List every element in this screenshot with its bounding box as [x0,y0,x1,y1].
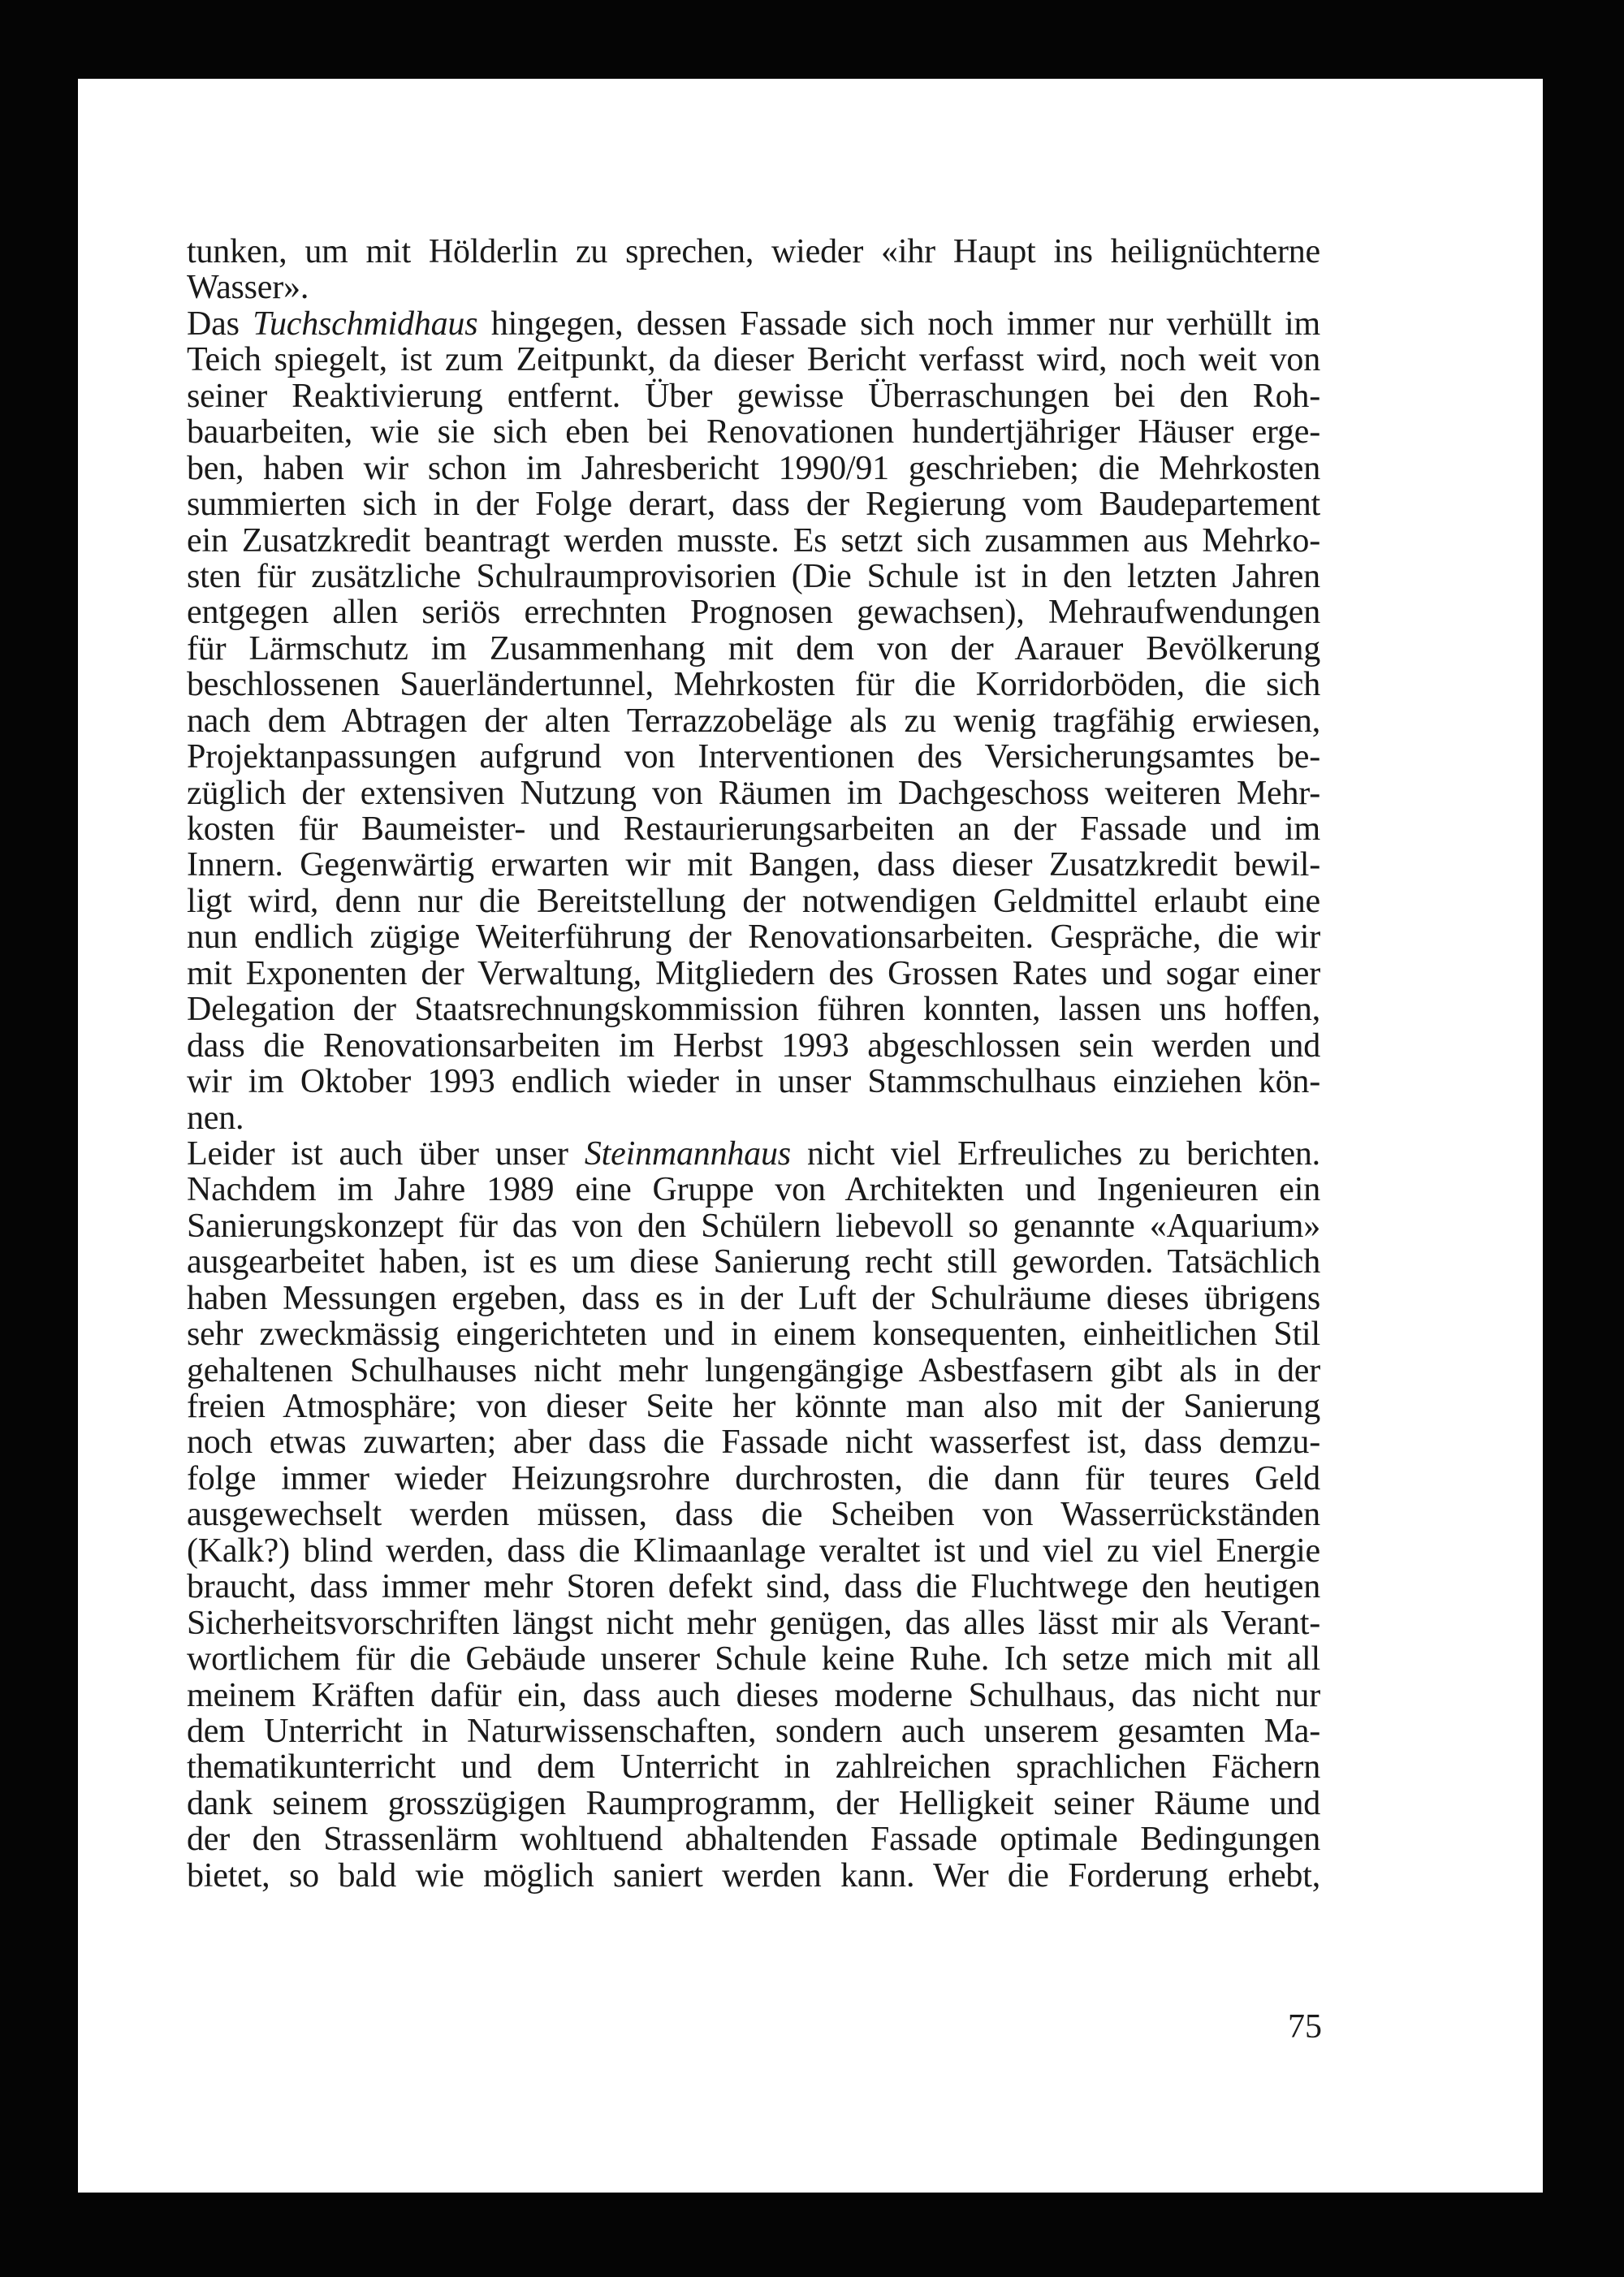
text-line: ein Zusatzkredit beantragt werden musste. Es setzt sich zusammen aus Mehrko- [187,521,1320,560]
text-line: wortlichem für die Gebäude unserer Schule keine Ruhe. Ich setze mich mit all [187,1640,1320,1679]
italic-building-name: Tuchschmidhaus [253,305,478,343]
text-line: dass die Renovationsarbeiten im Herbst 1993 abgeschlossen sein werden und [187,1026,1320,1065]
document-page [78,79,1543,2193]
text-line: beschlossenen Sauerländertunnel, Mehrkosten für die Korridorböden, die sich [187,666,1320,704]
text-line: ben, haben wir schon im Jahresbericht 1990/91 geschrieben; die Mehrkosten [187,449,1320,487]
text-line: sten für zusätzliche Schulraumprovisorien (Die Schule ist in den letzten Jahren [187,557,1320,595]
text-line: braucht, dass immer mehr Storen defekt sind, dass die Fluchtwege den heutigen [187,1568,1320,1606]
text-line: mit Exponenten der Verwaltung, Mitgliedern des Grossen Rates und sogar einer [187,954,1320,992]
text-line: bauarbeiten, wie sie sich eben bei Renovationen hundertjähriger Häuser erge- [187,413,1320,452]
text-line: Projektanpassungen aufgrund von Interventionen des Versicherungsamtes be- [187,738,1320,776]
text-line: Sicherheitsvorschriften längst nicht mehr genügen, das alles lässt mir als Verant- [187,1604,1320,1642]
text-line: summierten sich in der Folge derart, dass der Regierung vom Baudepartement [187,486,1320,524]
text-line: ligt wird, denn nur die Bereitstellung der notwendigen Geldmittel erlaubt eine [187,882,1320,920]
text-line: haben Messungen ergeben, dass es in der Luft der Schulräume dieses übrigens [187,1279,1320,1317]
text-line: Delegation der Staatsrechnungskommission führen konnten, lassen uns hoffen, [187,991,1320,1029]
text-line: ausgewechselt werden müssen, dass die Scheiben von Wasserrückständen [187,1496,1320,1534]
text-segment: nicht viel Erfreuliches zu berichten. [790,1134,1320,1173]
page-number: 75 [1288,2008,1322,2046]
text-line: Nachdem im Jahre 1989 eine Gruppe von Architekten und Ingenieuren ein [187,1171,1320,1209]
text-line: nach dem Abtragen der alten Terrazzobeläge als zu wenig tragfähig erwiesen, [187,702,1320,740]
text-line: der den Strassenlärm wohltuend abhaltenden Fassade optimale Bedingungen [187,1821,1320,1859]
text-line: nen. [187,1099,244,1137]
text-line: dank seinem grosszügigen Raumprogramm, der Helligkeit seiner Räume und [187,1784,1320,1822]
text-line: bietet, so bald wie möglich saniert werden kann. Wer die Forderung erhebt, [187,1856,1320,1895]
text-line: Teich spiegelt, ist zum Zeitpunkt, da dieser Bericht verfasst wird, noch weit von [187,341,1320,379]
text-line: nun endlich zügige Weiterführung der Renovationsarbeiten. Gespräche, die wir [187,918,1320,957]
italic-building-name: Steinmannhaus [584,1134,791,1173]
text-line: Innern. Gegenwärtig erwarten wir mit Bangen, dass dieser Zusatzkredit bewil- [187,846,1320,884]
text-line: noch etwas zuwarten; aber dass die Fassade nicht wasserfest ist, dass demzu- [187,1424,1320,1462]
text-line: folge immer wieder Heizungsrohre durchrosten, die dann für teures Geld [187,1459,1320,1497]
text-line: seiner Reaktivierung entfernt. Über gewisse Überraschungen bei den Roh- [187,377,1320,415]
text-line: sehr zweckmässig eingerichteten und in einem konsequenten, einheitlichen Stil [187,1316,1320,1354]
text-line: thematikunterricht und dem Unterricht in zahlreichen sprachlichen Fächern [187,1748,1320,1787]
text-line: tunken, um mit Hölderlin zu sprechen, wieder «ihr Haupt ins heilignüchterne [187,233,1320,270]
text-line: Sanierungskonzept für das von den Schülern liebevoll so genannte «Aquarium» [187,1207,1320,1245]
text-segment: hingegen, dessen Fassade sich noch immer nur verhüllt im [477,305,1320,343]
text-segment: Leider ist auch über unser [187,1134,585,1173]
text-line: Wasser». [187,269,309,307]
text-line: kosten für Baumeister- und Restaurierungsarbeiten an der Fassade und im [187,810,1320,848]
text-line: wir im Oktober 1993 endlich wieder in unser Stammschulhaus einziehen kön- [187,1063,1320,1101]
text-line [187,1136,1320,1172]
text-segment: Das [187,305,253,343]
text-line: für Lärmschutz im Zusammenhang mit dem von der Aarauer Bevölkerung [187,629,1320,668]
body-text [187,234,1320,1894]
text-line: meinem Kräften dafür ein, dass auch dieses moderne Schulhaus, das nicht nur [187,1676,1320,1714]
text-line: gehaltenen Schulhauses nicht mehr lungengängige Asbestfasern gibt als in der [187,1351,1320,1389]
text-line [187,306,1320,342]
text-line: ausgearbeitet haben, ist es um diese Sanierung recht still geworden. Tatsächlich [187,1243,1320,1281]
text-line: züglich der extensiven Nutzung von Räumen im Dachgeschoss weiteren Mehr- [187,774,1320,812]
text-line: (Kalk?) blind werden, dass die Klimaanlage veraltet ist und viel zu viel Energie [187,1532,1320,1570]
text-line: entgegen allen seriös errechnten Prognosen gewachsen), Mehraufwendungen [187,594,1320,632]
text-line: dem Unterricht in Naturwissenschaften, sondern auch unserem gesamten Ma- [187,1712,1320,1750]
text-line: freien Atmosphäre; von dieser Seite her könnte man also mit der Sanierung [187,1388,1320,1425]
